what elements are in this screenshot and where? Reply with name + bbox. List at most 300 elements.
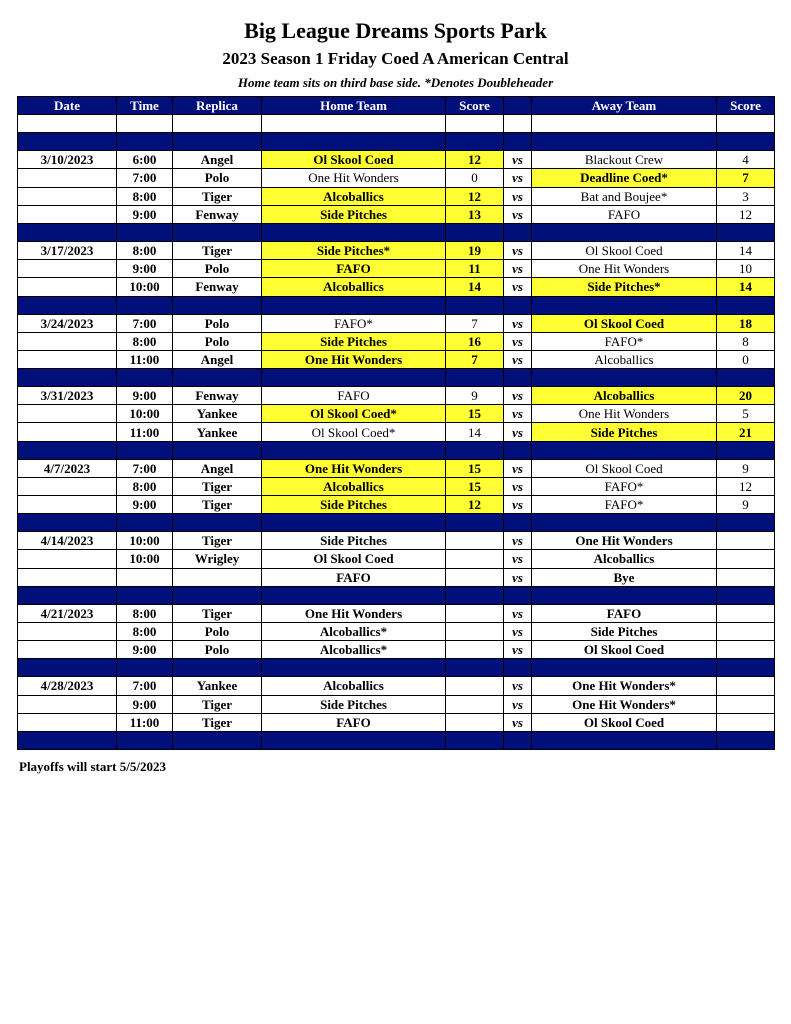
away-team-cell: Alcoballics xyxy=(532,387,717,405)
home-score-cell: 14 xyxy=(446,423,504,441)
vs-cell: vs xyxy=(504,477,532,495)
vs-cell: vs xyxy=(504,387,532,405)
time-cell: 8:00 xyxy=(117,604,173,622)
time-cell: 9:00 xyxy=(117,695,173,713)
time-cell: 7:00 xyxy=(117,677,173,695)
empty-cell xyxy=(117,514,173,532)
empty-cell xyxy=(446,223,504,241)
replica-cell: Tiger xyxy=(173,713,262,731)
table-row xyxy=(18,387,775,405)
table-row xyxy=(18,713,775,731)
vs-cell: vs xyxy=(504,350,532,368)
date-cell: 4/28/2023 xyxy=(18,677,117,695)
time-cell: 7:00 xyxy=(117,169,173,187)
vs-cell: vs xyxy=(504,314,532,332)
empty-cell xyxy=(262,441,446,459)
away-score-cell xyxy=(717,532,775,550)
home-score-cell: 11 xyxy=(446,260,504,278)
away-score-cell: 12 xyxy=(717,477,775,495)
time-cell: 9:00 xyxy=(117,387,173,405)
empty-cell xyxy=(262,115,446,133)
empty-cell xyxy=(446,296,504,314)
home-team-cell: FAFO xyxy=(262,387,446,405)
time-cell: 10:00 xyxy=(117,405,173,423)
empty-cell xyxy=(18,223,117,241)
date-cell xyxy=(18,477,117,495)
replica-cell: Fenway xyxy=(173,278,262,296)
week-divider-row xyxy=(18,296,775,314)
date-cell xyxy=(18,278,117,296)
home-team-cell: Side Pitches* xyxy=(262,241,446,259)
date-cell xyxy=(18,568,117,586)
empty-cell xyxy=(717,659,775,677)
empty-cell xyxy=(532,659,717,677)
home-team-cell: Alcoballics* xyxy=(262,641,446,659)
away-team-cell: Ol Skool Coed xyxy=(532,459,717,477)
empty-cell xyxy=(173,586,262,604)
date-cell xyxy=(18,332,117,350)
away-score-cell: 21 xyxy=(717,423,775,441)
week-divider-row xyxy=(18,369,775,387)
empty-cell xyxy=(173,514,262,532)
vs-cell: vs xyxy=(504,260,532,278)
table-row xyxy=(18,260,775,278)
table-row xyxy=(18,477,775,495)
home-team-cell: One Hit Wonders xyxy=(262,169,446,187)
week-divider-row xyxy=(18,223,775,241)
replica-cell: Angel xyxy=(173,151,262,169)
time-cell: 8:00 xyxy=(117,477,173,495)
vs-cell: vs xyxy=(504,187,532,205)
table-row xyxy=(18,405,775,423)
table-row xyxy=(18,169,775,187)
away-team-cell: Ol Skool Coed xyxy=(532,314,717,332)
time-cell xyxy=(117,568,173,586)
replica-cell: Tiger xyxy=(173,695,262,713)
empty-cell xyxy=(18,731,117,749)
replica-cell: Angel xyxy=(173,459,262,477)
replica-cell: Tiger xyxy=(173,187,262,205)
date-cell xyxy=(18,550,117,568)
away-team-cell: Bye xyxy=(532,568,717,586)
date-cell: 4/21/2023 xyxy=(18,604,117,622)
empty-cell xyxy=(117,296,173,314)
empty-cell xyxy=(173,296,262,314)
away-score-cell xyxy=(717,677,775,695)
time-cell: 10:00 xyxy=(117,532,173,550)
replica-cell: Yankee xyxy=(173,405,262,423)
empty-cell xyxy=(18,514,117,532)
date-cell: 4/7/2023 xyxy=(18,459,117,477)
time-cell: 11:00 xyxy=(117,423,173,441)
replica-cell: Polo xyxy=(173,332,262,350)
empty-cell xyxy=(262,586,446,604)
empty-cell xyxy=(173,133,262,151)
empty-cell xyxy=(173,731,262,749)
date-cell xyxy=(18,641,117,659)
empty-cell xyxy=(717,514,775,532)
home-score-cell: 12 xyxy=(446,496,504,514)
schedule-body xyxy=(18,115,775,750)
empty-cell xyxy=(18,586,117,604)
time-cell: 9:00 xyxy=(117,641,173,659)
away-team-cell: FAFO xyxy=(532,205,717,223)
home-team-cell: Ol Skool Coed* xyxy=(262,423,446,441)
empty-cell xyxy=(173,659,262,677)
empty-cell xyxy=(18,296,117,314)
away-score-cell: 14 xyxy=(717,278,775,296)
schedule-note: Home team sits on third base side. *Denotes Doubleheader xyxy=(237,75,554,90)
away-team-cell: One Hit Wonders xyxy=(532,532,717,550)
replica-cell xyxy=(173,568,262,586)
empty-cell xyxy=(532,586,717,604)
home-score-cell: 12 xyxy=(446,187,504,205)
home-score-cell: 19 xyxy=(446,241,504,259)
away-team-cell: Bat and Boujee* xyxy=(532,187,717,205)
home-team-cell: Ol Skool Coed xyxy=(262,151,446,169)
away-team-cell: FAFO* xyxy=(532,332,717,350)
empty-cell xyxy=(504,296,532,314)
replica-cell: Tiger xyxy=(173,604,262,622)
empty-cell xyxy=(18,441,117,459)
home-team-cell: Side Pitches xyxy=(262,332,446,350)
empty-cell xyxy=(446,441,504,459)
column-header-replica: Replica xyxy=(173,97,262,115)
table-row xyxy=(18,350,775,368)
home-score-cell xyxy=(446,568,504,586)
empty-cell xyxy=(446,731,504,749)
column-header-away-score: Score xyxy=(717,97,775,115)
away-team-cell: Ol Skool Coed xyxy=(532,641,717,659)
away-team-cell: Alcoballics xyxy=(532,550,717,568)
away-score-cell: 3 xyxy=(717,187,775,205)
blank-row xyxy=(18,115,775,133)
week-divider-row xyxy=(18,586,775,604)
table-row xyxy=(18,641,775,659)
page-subtitle: 2023 Season 1 Friday Coed A American Central xyxy=(222,49,569,68)
column-header-away-team: Away Team xyxy=(532,97,717,115)
replica-cell: Tiger xyxy=(173,477,262,495)
home-team-cell: Side Pitches xyxy=(262,695,446,713)
away-team-cell: FAFO xyxy=(532,604,717,622)
empty-cell xyxy=(504,223,532,241)
time-cell: 8:00 xyxy=(117,622,173,640)
vs-cell: vs xyxy=(504,151,532,169)
empty-cell xyxy=(504,441,532,459)
replica-cell: Polo xyxy=(173,260,262,278)
away-score-cell: 0 xyxy=(717,350,775,368)
table-row xyxy=(18,677,775,695)
home-score-cell xyxy=(446,622,504,640)
away-team-cell: Side Pitches xyxy=(532,423,717,441)
time-cell: 11:00 xyxy=(117,350,173,368)
empty-cell xyxy=(262,731,446,749)
time-cell: 10:00 xyxy=(117,278,173,296)
home-score-cell xyxy=(446,677,504,695)
replica-cell: Polo xyxy=(173,169,262,187)
home-score-cell xyxy=(446,604,504,622)
empty-cell xyxy=(18,659,117,677)
home-score-cell xyxy=(446,532,504,550)
away-score-cell: 20 xyxy=(717,387,775,405)
empty-cell xyxy=(717,731,775,749)
home-team-cell: FAFO xyxy=(262,260,446,278)
empty-cell xyxy=(504,659,532,677)
replica-cell: Yankee xyxy=(173,423,262,441)
away-score-cell xyxy=(717,641,775,659)
home-team-cell: Alcoballics xyxy=(262,677,446,695)
away-team-cell: Alcoballics xyxy=(532,350,717,368)
home-score-cell: 12 xyxy=(446,151,504,169)
away-team-cell: Side Pitches xyxy=(532,622,717,640)
empty-cell xyxy=(117,586,173,604)
time-cell: 6:00 xyxy=(117,151,173,169)
home-score-cell: 13 xyxy=(446,205,504,223)
empty-cell xyxy=(504,133,532,151)
home-score-cell: 7 xyxy=(446,314,504,332)
empty-cell xyxy=(717,223,775,241)
vs-cell: vs xyxy=(504,205,532,223)
vs-cell: vs xyxy=(504,423,532,441)
home-team-cell: Ol Skool Coed xyxy=(262,550,446,568)
table-row xyxy=(18,187,775,205)
empty-cell xyxy=(18,133,117,151)
home-team-cell: One Hit Wonders xyxy=(262,459,446,477)
replica-cell: Fenway xyxy=(173,205,262,223)
home-score-cell: 15 xyxy=(446,405,504,423)
empty-cell xyxy=(504,514,532,532)
date-cell xyxy=(18,622,117,640)
empty-cell xyxy=(532,115,717,133)
replica-cell: Polo xyxy=(173,641,262,659)
away-team-cell: FAFO* xyxy=(532,496,717,514)
vs-cell: vs xyxy=(504,641,532,659)
empty-cell xyxy=(117,441,173,459)
away-score-cell xyxy=(717,713,775,731)
empty-cell xyxy=(717,441,775,459)
away-score-cell: 12 xyxy=(717,205,775,223)
playoffs-note: Playoffs will start 5/5/2023 xyxy=(19,759,166,774)
table-row xyxy=(18,532,775,550)
date-cell xyxy=(18,423,117,441)
vs-cell: vs xyxy=(504,713,532,731)
home-team-cell: Alcoballics xyxy=(262,187,446,205)
empty-cell xyxy=(504,586,532,604)
date-cell xyxy=(18,405,117,423)
home-score-cell: 9 xyxy=(446,387,504,405)
home-score-cell xyxy=(446,695,504,713)
home-team-cell: Alcoballics* xyxy=(262,622,446,640)
date-cell xyxy=(18,187,117,205)
vs-cell: vs xyxy=(504,459,532,477)
home-team-cell: FAFO* xyxy=(262,314,446,332)
home-team-cell: One Hit Wonders xyxy=(262,350,446,368)
away-score-cell: 9 xyxy=(717,496,775,514)
date-cell xyxy=(18,169,117,187)
home-score-cell xyxy=(446,641,504,659)
away-score-cell: 10 xyxy=(717,260,775,278)
time-cell: 9:00 xyxy=(117,496,173,514)
away-score-cell: 7 xyxy=(717,169,775,187)
away-score-cell xyxy=(717,695,775,713)
home-team-cell: Alcoballics xyxy=(262,477,446,495)
empty-cell xyxy=(717,369,775,387)
home-score-cell: 0 xyxy=(446,169,504,187)
away-score-cell xyxy=(717,568,775,586)
empty-cell xyxy=(262,369,446,387)
empty-cell xyxy=(262,514,446,532)
vs-cell: vs xyxy=(504,332,532,350)
date-cell: 4/14/2023 xyxy=(18,532,117,550)
home-team-cell: One Hit Wonders xyxy=(262,604,446,622)
time-cell: 7:00 xyxy=(117,314,173,332)
vs-cell: vs xyxy=(504,405,532,423)
away-score-cell: 4 xyxy=(717,151,775,169)
empty-cell xyxy=(117,223,173,241)
empty-cell xyxy=(262,659,446,677)
empty-cell xyxy=(173,115,262,133)
empty-cell xyxy=(532,731,717,749)
home-score-cell xyxy=(446,550,504,568)
vs-cell: vs xyxy=(504,169,532,187)
empty-cell xyxy=(117,731,173,749)
column-header-vs xyxy=(504,97,532,115)
empty-cell xyxy=(717,115,775,133)
home-team-cell: Side Pitches xyxy=(262,532,446,550)
away-team-cell: One Hit Wonders* xyxy=(532,677,717,695)
page-title: Big League Dreams Sports Park xyxy=(244,18,547,43)
empty-cell xyxy=(262,296,446,314)
away-score-cell: 8 xyxy=(717,332,775,350)
table-row xyxy=(18,604,775,622)
away-score-cell xyxy=(717,550,775,568)
table-row xyxy=(18,496,775,514)
time-cell: 9:00 xyxy=(117,205,173,223)
away-team-cell: One Hit Wonders* xyxy=(532,695,717,713)
home-team-cell: FAFO xyxy=(262,713,446,731)
replica-cell: Yankee xyxy=(173,677,262,695)
week-divider-row xyxy=(18,659,775,677)
empty-cell xyxy=(532,369,717,387)
time-cell: 9:00 xyxy=(117,260,173,278)
table-row xyxy=(18,568,775,586)
date-cell: 3/10/2023 xyxy=(18,151,117,169)
week-divider-row xyxy=(18,514,775,532)
empty-cell xyxy=(717,296,775,314)
empty-cell xyxy=(117,115,173,133)
replica-cell: Tiger xyxy=(173,496,262,514)
away-team-cell: One Hit Wonders xyxy=(532,405,717,423)
vs-cell: vs xyxy=(504,496,532,514)
empty-cell xyxy=(446,369,504,387)
replica-cell: Fenway xyxy=(173,387,262,405)
empty-cell xyxy=(173,369,262,387)
empty-cell xyxy=(117,133,173,151)
date-cell xyxy=(18,713,117,731)
date-cell: 3/17/2023 xyxy=(18,241,117,259)
column-header-date: Date xyxy=(18,97,117,115)
date-cell xyxy=(18,695,117,713)
empty-cell xyxy=(532,441,717,459)
vs-cell: vs xyxy=(504,604,532,622)
away-score-cell: 9 xyxy=(717,459,775,477)
vs-cell: vs xyxy=(504,550,532,568)
replica-cell: Tiger xyxy=(173,532,262,550)
column-header-time: Time xyxy=(117,97,173,115)
time-cell: 10:00 xyxy=(117,550,173,568)
away-team-cell: Ol Skool Coed xyxy=(532,713,717,731)
date-cell xyxy=(18,205,117,223)
empty-cell xyxy=(532,133,717,151)
home-team-cell: Side Pitches xyxy=(262,496,446,514)
table-row xyxy=(18,459,775,477)
away-score-cell xyxy=(717,604,775,622)
empty-cell xyxy=(117,659,173,677)
column-header-home-score: Score xyxy=(446,97,504,115)
replica-cell: Angel xyxy=(173,350,262,368)
week-divider-row xyxy=(18,133,775,151)
week-divider-row xyxy=(18,441,775,459)
home-score-cell: 16 xyxy=(446,332,504,350)
vs-cell: vs xyxy=(504,241,532,259)
vs-cell: vs xyxy=(504,695,532,713)
empty-cell xyxy=(173,441,262,459)
table-row xyxy=(18,695,775,713)
time-cell: 7:00 xyxy=(117,459,173,477)
table-row xyxy=(18,314,775,332)
date-cell: 3/24/2023 xyxy=(18,314,117,332)
away-team-cell: Blackout Crew xyxy=(532,151,717,169)
time-cell: 8:00 xyxy=(117,241,173,259)
away-team-cell: Ol Skool Coed xyxy=(532,241,717,259)
time-cell: 8:00 xyxy=(117,332,173,350)
home-score-cell: 15 xyxy=(446,459,504,477)
schedule-table xyxy=(17,96,775,750)
home-team-cell: FAFO xyxy=(262,568,446,586)
empty-cell xyxy=(18,369,117,387)
empty-cell xyxy=(532,514,717,532)
home-team-cell: Ol Skool Coed* xyxy=(262,405,446,423)
table-row xyxy=(18,241,775,259)
away-team-cell: One Hit Wonders xyxy=(532,260,717,278)
empty-cell xyxy=(446,514,504,532)
home-score-cell: 7 xyxy=(446,350,504,368)
table-row xyxy=(18,205,775,223)
empty-cell xyxy=(504,115,532,133)
table-row xyxy=(18,332,775,350)
replica-cell: Polo xyxy=(173,314,262,332)
time-cell: 11:00 xyxy=(117,713,173,731)
table-header-row xyxy=(18,97,775,115)
table-row xyxy=(18,151,775,169)
empty-cell xyxy=(262,223,446,241)
vs-cell: vs xyxy=(504,532,532,550)
replica-cell: Wrigley xyxy=(173,550,262,568)
empty-cell xyxy=(504,731,532,749)
replica-cell: Polo xyxy=(173,622,262,640)
table-row xyxy=(18,278,775,296)
empty-cell xyxy=(446,115,504,133)
date-cell: 3/31/2023 xyxy=(18,387,117,405)
empty-cell xyxy=(446,659,504,677)
away-team-cell: FAFO* xyxy=(532,477,717,495)
away-score-cell xyxy=(717,622,775,640)
date-cell xyxy=(18,350,117,368)
away-score-cell: 5 xyxy=(717,405,775,423)
empty-cell xyxy=(262,133,446,151)
away-score-cell: 14 xyxy=(717,241,775,259)
column-header-home-team: Home Team xyxy=(262,97,446,115)
